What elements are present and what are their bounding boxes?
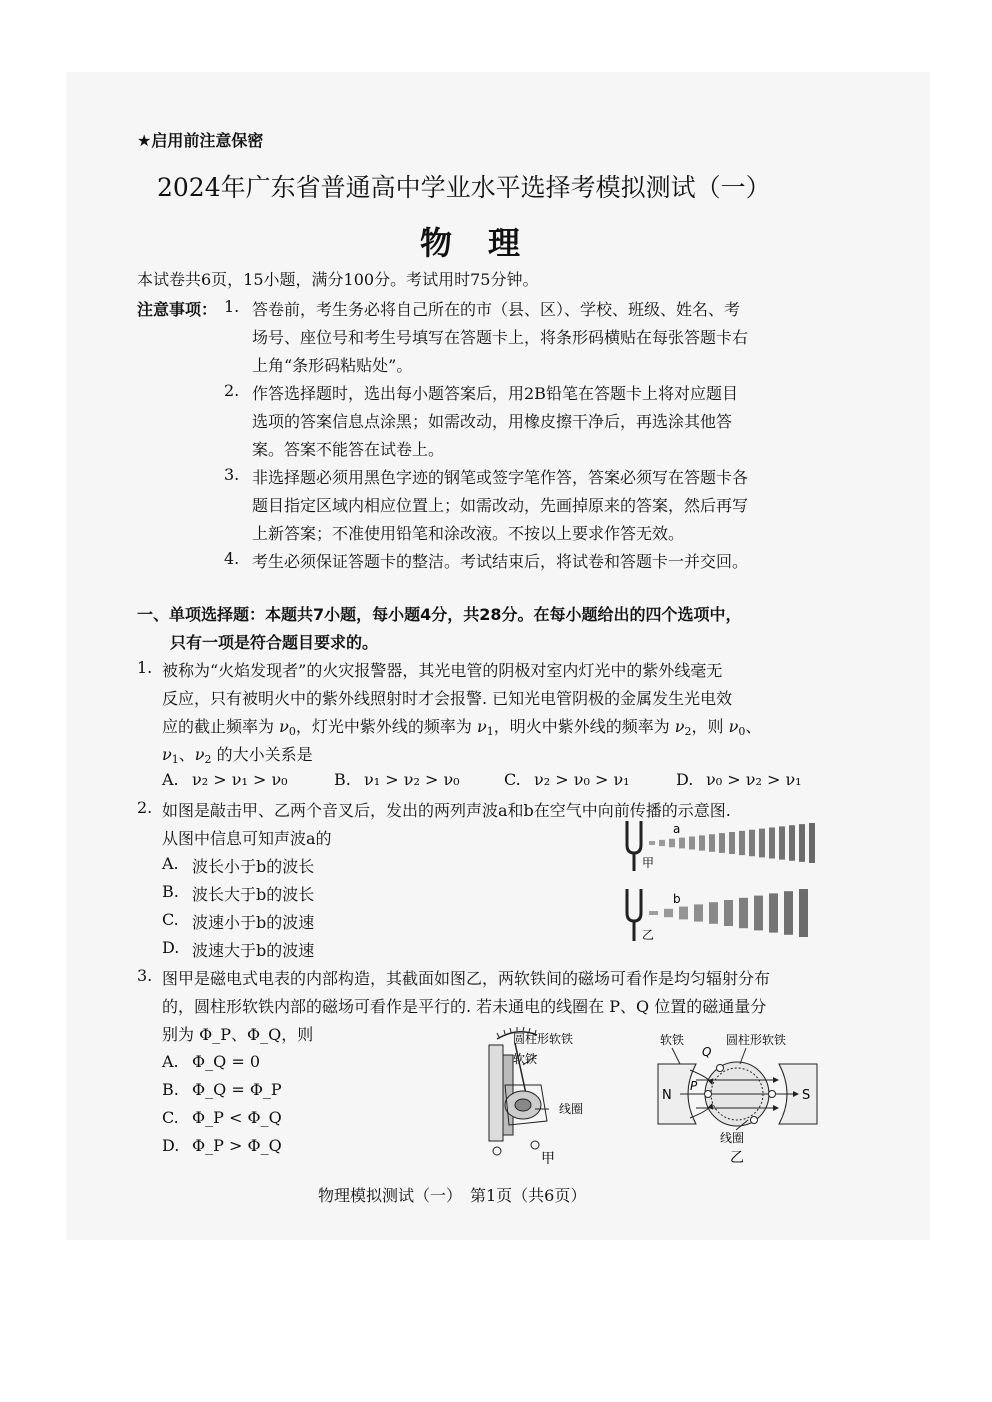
option-text: ν₂ > ν₁ > ν₀ — [192, 770, 288, 789]
wave-front — [679, 907, 688, 920]
option-label: A. — [162, 1052, 179, 1071]
option-label: B. — [162, 1080, 179, 1099]
notice-item-num: 1. — [224, 297, 240, 316]
notice-line: 考生必须保证答题卡的整洁。考试结束后，将试卷和答题卡一并交回。 — [252, 552, 749, 571]
confidential-mark: ★启用前注意保密 — [137, 131, 264, 150]
notice-line: 非选择题必须用黑色字迹的钢笔或签字笔作答，答案必须写在答题卡各 — [252, 468, 749, 487]
meter-structure-figure — [475, 1025, 625, 1170]
notice-line: 上新答案；不准使用铅笔和涂改液。不按以上要求作答无效。 — [252, 524, 685, 543]
tuning-fork-icon — [627, 889, 641, 941]
wave-front — [769, 893, 778, 932]
option-label: C. — [162, 910, 179, 929]
question-text: 图甲是磁电式电表的内部构造，其截面如图乙，两软铁间的磁场可看作是均匀辐射分布 — [162, 969, 771, 988]
subject-title: 物 理 — [420, 224, 523, 262]
notice-item-num: 4. — [224, 549, 240, 568]
notice-line: 场号、座位号和考生号填写在答题卡上，将条形码横贴在每张答题卡右 — [252, 328, 749, 347]
option-label: C. — [504, 770, 521, 789]
wave-front — [649, 911, 658, 915]
wave-front — [739, 898, 748, 928]
wave-front — [739, 831, 745, 855]
wave-front — [779, 826, 785, 859]
option-text: 波长小于b的波长 — [192, 857, 315, 876]
label-n: N — [662, 1088, 672, 1103]
option-text: Φ_P < Φ_Q — [192, 1108, 282, 1127]
wave-front — [809, 823, 815, 863]
option-label: D. — [676, 770, 694, 789]
option-label: B. — [334, 770, 351, 789]
section-heading: 只有一项是符合题目要求的。 — [170, 633, 379, 652]
label-s: S — [802, 1088, 811, 1103]
figure-caption: 乙 — [730, 1150, 744, 1166]
option-text: ν₀ > ν₂ > ν₁ — [706, 770, 802, 789]
tuning-fork-icon — [627, 821, 641, 871]
wave-front — [669, 839, 675, 848]
question-number: 2. — [137, 798, 153, 817]
notice-item-num: 3. — [224, 465, 240, 484]
question-text: 被称为“火焰发现者”的火灾报警器，其光电管的阴极对室内灯光中的紫外线毫无 — [162, 661, 723, 680]
label-q: Q — [702, 1045, 712, 1059]
option-label: B. — [162, 882, 179, 901]
fork-label-yi: 乙 — [642, 928, 655, 942]
option-text: 波长大于b的波长 — [192, 885, 315, 904]
question-text: 应的截止频率为 $\nu_0$，灯光中紫外线的频率为 $\nu_1$，明火中紫外线的频率为 $\nu_2$，则 $\nu_0$、 — [162, 717, 762, 738]
question-number: 1. — [137, 658, 153, 677]
label-soft-iron: 软铁 — [513, 1052, 538, 1066]
question-text: 的，圆柱形软铁内部的磁场可看作是平行的. 若未通电的线圈在 P、Q 位置的磁通量分 — [162, 997, 767, 1016]
wave-front — [659, 840, 665, 846]
wave-front — [754, 896, 763, 931]
option-text: Φ_P > Φ_Q — [192, 1136, 282, 1155]
wave-front — [664, 909, 673, 917]
label-coil: 线圈 — [559, 1102, 584, 1116]
cross-section-figure — [650, 1030, 825, 1170]
wave-front — [799, 889, 808, 937]
wave-front — [699, 835, 705, 850]
wave-front — [789, 825, 795, 861]
option-text: ν₂ > ν₀ > ν₁ — [534, 770, 630, 789]
wave-front — [694, 904, 703, 921]
option-label: D. — [162, 938, 180, 957]
wave-front — [689, 837, 695, 850]
wave-front — [719, 833, 725, 853]
question-number: 3. — [137, 966, 153, 985]
wave-front — [784, 891, 793, 935]
wave-front — [724, 900, 733, 926]
question-text: 如图是敲击甲、乙两个音叉后，发出的两列声波a和b在空气中向前传播的示意图. — [162, 801, 731, 820]
option-text: 波速小于b的波速 — [192, 913, 315, 932]
notice-item-num: 2. — [224, 381, 240, 400]
wave-front — [799, 824, 805, 862]
label-coil: 线圈 — [720, 1131, 745, 1145]
option-label: D. — [162, 1136, 180, 1155]
wave-front — [679, 838, 685, 849]
notice-line: 上角“条形码粘贴处”。 — [252, 356, 413, 375]
wave-front — [759, 829, 765, 858]
label-p: P — [690, 1079, 698, 1093]
section-heading: 一、单项选择题：本题共7小题，每小题4分，共28分。在每小题给出的四个选项中， — [137, 605, 742, 624]
label-soft-iron: 软铁 — [660, 1033, 685, 1047]
notice-label: 注意事项： — [137, 300, 218, 319]
label-cylinder-iron: 圆柱形软铁 — [726, 1033, 787, 1047]
wave-label-a: a — [673, 822, 681, 836]
question-text: $\nu_1$、$\nu_2$ 的大小关系是 — [162, 745, 313, 766]
question-text: 反应，只有被明火中的紫外线照射时才会报警. 已知光电管阴极的金属发生光电效 — [162, 689, 733, 708]
figure-caption: 甲 — [541, 1151, 555, 1167]
notice-line: 作答选择题时，选出每小题答案后，用2B铅笔在答题卡上将对应题目 — [252, 384, 738, 403]
notice-line: 答卷前，考生务必将自己所在的市（县、区）、学校、班级、姓名、考 — [252, 300, 741, 319]
question-text: 别为 Φ_P、Φ_Q，则 — [162, 1025, 314, 1044]
wave-label-b: b — [673, 892, 681, 906]
exam-title: 2024年广东省普通高中学业水平选择考模拟测试（一） — [157, 173, 771, 202]
wave-front — [769, 828, 775, 859]
wave-front — [709, 834, 715, 852]
option-text: Φ_Q = Φ_P — [192, 1080, 282, 1099]
sound-wave-figure — [615, 815, 820, 950]
option-label: A. — [162, 854, 179, 873]
exam-info: 本试卷共6页，15小题，满分100分。考试用时75分钟。 — [137, 270, 539, 289]
notice-line: 选项的答案信息点涂黑；如需改动，用橡皮擦干净后，再选涂其他答 — [252, 412, 733, 431]
option-text: Φ_Q = 0 — [192, 1052, 260, 1071]
notice-line: 题目指定区域内相应位置上；如需改动，先画掉原来的答案，然后再写 — [252, 496, 749, 515]
option-label: C. — [162, 1108, 179, 1127]
wave-front — [729, 832, 735, 854]
wave-front — [749, 830, 755, 857]
page-footer: 物理模拟测试（一） 第1页（共6页） — [318, 1186, 587, 1205]
label-cylinder-iron: 圆柱形软铁 — [513, 1032, 574, 1046]
option-text: ν₁ > ν₂ > ν₀ — [364, 770, 460, 789]
option-label: A. — [162, 770, 179, 789]
wave-front — [709, 902, 718, 924]
question-text: 从图中信息可知声波a的 — [162, 829, 332, 848]
wave-front — [649, 841, 655, 845]
fork-label-jia: 甲 — [642, 856, 655, 870]
notice-line: 案。答案不能答在试卷上。 — [252, 440, 445, 459]
option-text: 波速大于b的波速 — [192, 941, 315, 960]
